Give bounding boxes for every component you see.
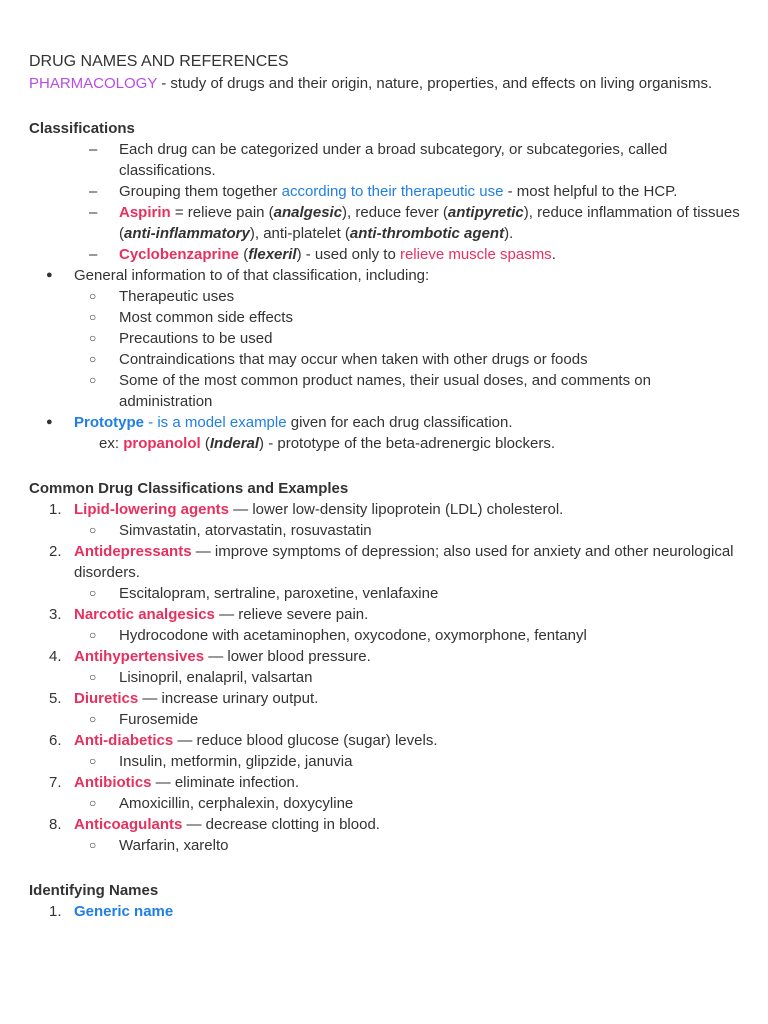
- list-item: [29, 604, 741, 646]
- flexeril-term: flexeril: [248, 246, 297, 263]
- class-description: — relieve severe pain.: [214, 606, 369, 623]
- item-text: (: [200, 435, 210, 452]
- item-number: 3.: [49, 606, 62, 623]
- list-item: [29, 307, 741, 328]
- examples-list: [29, 751, 741, 772]
- examples-list: [29, 709, 741, 730]
- list-item: [29, 751, 741, 772]
- list-item: [29, 835, 741, 856]
- class-name: Anticoagulants: [74, 816, 183, 833]
- common-classifications-list: [29, 499, 741, 856]
- class-description: — lower blood pressure.: [204, 648, 371, 665]
- list-item: [29, 139, 741, 181]
- item-number: 4.: [49, 648, 62, 665]
- list-item: [29, 730, 741, 772]
- aspirin-term: Aspirin: [119, 204, 171, 221]
- item-text: = relieve pain (: [170, 204, 274, 221]
- list-item: [29, 349, 741, 370]
- item-number: 6.: [49, 732, 62, 749]
- list-item: [29, 244, 741, 265]
- examples-text: Simvastatin, atorvastatin, rosuvastatin: [119, 522, 372, 539]
- item-text: Contraindications that may occur when taken with other drugs or foods: [119, 351, 588, 368]
- examples-text: Escitalopram, sertraline, paroxetine, venlafaxine: [119, 585, 439, 602]
- model-example-link: model example: [184, 414, 287, 431]
- item-text: given for each drug classification.: [286, 414, 513, 431]
- item-text: Most common side effects: [119, 309, 293, 326]
- list-item: [29, 646, 741, 688]
- item-text: (: [239, 246, 249, 263]
- list-item: [29, 499, 741, 541]
- item-text: ), reduce fever (: [342, 204, 448, 221]
- item-text: ).: [504, 225, 514, 242]
- item-text: ) - prototype of the beta-adrenergic blockers.: [259, 435, 556, 452]
- therapeutic-use-link: according to their therapeutic use: [281, 183, 504, 200]
- list-item: [29, 370, 741, 412]
- anti-inflammatory-term: anti-inflammatory: [124, 225, 250, 242]
- list-item: [29, 901, 741, 922]
- item-text: Some of the most common product names, their usual doses, and comments on administration: [119, 372, 651, 410]
- class-description: — increase urinary output.: [138, 690, 319, 707]
- item-text: Therapeutic uses: [119, 288, 235, 305]
- classifications-heading: Classifications: [29, 120, 135, 137]
- examples-text: Lisinopril, enalapril, valsartan: [119, 669, 313, 686]
- common-classifications-heading: Common Drug Classifications and Examples: [29, 480, 349, 497]
- antipyretic-term: antipyretic: [447, 204, 524, 221]
- class-name: Diuretics: [74, 690, 139, 707]
- document-page: [29, 51, 741, 922]
- identifying-names-heading: Identifying Names: [29, 882, 159, 899]
- item-text: ), anti-platelet (: [249, 225, 350, 242]
- item-number: 1.: [49, 903, 62, 920]
- item-text: ), reduce inflammation of tissues (: [119, 204, 740, 242]
- class-description: — lower low-density lipoprotein (LDL) cholesterol.: [229, 501, 564, 518]
- item-text: .: [551, 246, 556, 263]
- item-number: 5.: [49, 690, 62, 707]
- item-text: Precautions to be used: [119, 330, 273, 347]
- list-item: [29, 625, 741, 646]
- examples-list: [29, 583, 741, 604]
- cyclobenzaprine-term: Cyclobenzaprine: [119, 246, 240, 263]
- examples-list: [29, 625, 741, 646]
- list-item: [29, 772, 741, 814]
- page-title: DRUG NAMES AND REFERENCES: [29, 53, 289, 70]
- analgesic-term: analgesic: [273, 204, 343, 221]
- list-item: [29, 181, 741, 202]
- item-number: 2.: [49, 543, 62, 560]
- list-item: [29, 412, 741, 433]
- propanolol-term: propanolol: [123, 435, 201, 452]
- list-item: [29, 520, 741, 541]
- examples-text: Furosemide: [119, 711, 199, 728]
- item-number: 7.: [49, 774, 62, 791]
- list-item: [29, 286, 741, 307]
- item-text: - is a: [144, 414, 185, 431]
- general-info-text: General information to of that classification, including:: [74, 267, 430, 284]
- prototype-term: Prototype: [74, 414, 145, 431]
- list-item: [29, 793, 741, 814]
- item-text: - most helpful to the HCP.: [503, 183, 678, 200]
- examples-list: [29, 793, 741, 814]
- intro-text: - study of drugs and their origin, nature, properties, and effects on living organisms.: [157, 75, 713, 92]
- class-name: Antihypertensives: [74, 648, 205, 665]
- pharmacology-term: PHARMACOLOGY: [29, 75, 158, 92]
- item-number: 8.: [49, 816, 62, 833]
- list-item: [29, 265, 741, 286]
- prototype-example: [29, 433, 741, 454]
- item-number: 1.: [49, 501, 62, 518]
- examples-text: Hydrocodone with acetaminophen, oxycodone, oxymorphone, fentanyl: [119, 627, 587, 644]
- list-item: [29, 709, 741, 730]
- class-description: — eliminate infection.: [151, 774, 300, 791]
- list-item: [29, 328, 741, 349]
- item-text: ) - used only to: [296, 246, 400, 263]
- class-description: — reduce blood glucose (sugar) levels.: [173, 732, 438, 749]
- class-description: — decrease clotting in blood.: [182, 816, 380, 833]
- list-item: [29, 814, 741, 856]
- general-bullet-list: [29, 265, 741, 286]
- item-text: Grouping them together: [119, 183, 282, 200]
- classifications-dash-list: [29, 139, 741, 265]
- class-name: Antidepressants: [74, 543, 192, 560]
- class-name: Lipid-lowering agents: [74, 501, 230, 518]
- list-item: [29, 541, 741, 604]
- examples-list: [29, 667, 741, 688]
- examples-list: [29, 520, 741, 541]
- list-item: [29, 583, 741, 604]
- example-label: ex:: [99, 435, 124, 452]
- list-item: [29, 202, 741, 244]
- class-description: — improve symptoms of depression; also used for anxiety and other neurological disorders.: [74, 543, 734, 581]
- intro-paragraph: [29, 73, 741, 94]
- examples-text: Warfarin, xarelto: [119, 837, 229, 854]
- class-name: Antibiotics: [74, 774, 152, 791]
- identifying-names-list: [29, 901, 741, 922]
- list-item: [29, 667, 741, 688]
- inderal-term: Inderal: [209, 435, 260, 452]
- general-sub-list: [29, 286, 741, 412]
- class-name: Narcotic analgesics: [74, 606, 215, 623]
- examples-list: [29, 835, 741, 856]
- muscle-spasms-link: relieve muscle spasms: [399, 246, 552, 263]
- item-text: Each drug can be categorized under a broad subcategory, or subcategories, called classifications.: [119, 141, 668, 179]
- class-name: Anti-diabetics: [74, 732, 174, 749]
- generic-name-term: Generic name: [74, 903, 174, 920]
- examples-text: Insulin, metformin, glipzide, januvia: [119, 753, 353, 770]
- list-item: [29, 688, 741, 730]
- examples-text: Amoxicillin, cerphalexin, doxycyline: [119, 795, 354, 812]
- prototype-bullet-list: [29, 412, 741, 433]
- anti-thrombotic-term: anti-thrombotic agent: [349, 225, 505, 242]
